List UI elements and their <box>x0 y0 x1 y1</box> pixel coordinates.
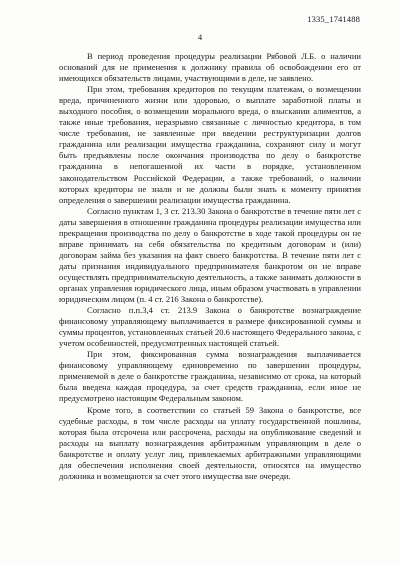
document-body <box>59 51 361 482</box>
paragraph: Согласно п.п.3,4 ст. 213.9 Закона о банкротстве вознаграждение финансовому управляющему выплачивается в размере фиксированной суммы и суммы процентов, установленных статьей 20.6 настоящего Федерального закона, с учетом особенностей, предусмотренных настоящей статьей. <box>59 305 361 349</box>
paragraph: Кроме того, в соответствии со статьей 59 Закона о банкротстве, все судебные расходы, в том числе расходы на уплату государственной пошлины, которая была отсрочена или рассрочена, расходы на опубликование сведений и расходы на выплату вознаграждения арбитражным управляющим в деле о банкротстве и оплату услуг лиц, привлекаемых арбитражными управляющими для обеспечения исполнения своей деятельности, относятся на имущество должника и возмещаются за счет этого имущества вне очереди. <box>59 404 361 481</box>
paragraph: При этом, фиксированная сумма вознаграждения выплачивается финансовому управляющему единовременно по завершении процедуры, применяемой в деле о банкротстве гражданина, независимо от срока, на который была введена каждая процедура, за счет средств гражданина, если иное не предусмотрено настоящим Федеральным законом. <box>59 349 361 404</box>
paragraph: Согласно пунктам 1, 3 ст. 213.30 Закона о банкротстве в течение пяти лет с даты завершения в отношении гражданина процедуры реализации имущества или прекращения производства по делу о банкротстве в ходе такой процедуры он не вправе принимать на себя обязательства по кредитным договорам и (или) договорам займа без указания на факт своего банкротства. В течение пяти лет с даты признания индивидуального предпринимателя банкротом он не вправе осуществлять предпринимательскую деятельность, а также занимать должности в органах управления юридического лица, иным образом участвовать в управлении юридическим лицом (п. 4 ст. 216 Закона о банкротстве). <box>59 205 361 305</box>
paragraph: В период проведения процедуры реализации Рябовой Л.Б. о наличии оснований для не применения к должнику правила об освобождении его от имеющихся обязательств лицами, участвующими в деле, не заявлено. <box>59 51 361 84</box>
document-id: 1335_1741488 <box>307 14 360 24</box>
paragraph: При этом, требования кредиторов по текущим платежам, о возмещении вреда, причиненного жизни или здоровью, о выплате заработной платы и выходного пособия, о возмещении морального вреда, о взыскании алиментов, а также иные требования, неразрывно связанные с личностью кредитора, в том числе требования, не заявленные при введении реструктуризации долгов гражданина или реализации имущества гражданина, сохраняют силу и могут быть предъявлены после окончания производства по делу о банкротстве гражданина в непогашенной их части в порядке, установленном законодательством Российской Федерации, а также требований, о наличии которых кредиторы не знали и не должны были знать к моменту принятия определения о завершении реализации имущества гражданина. <box>59 84 361 205</box>
page-number: 4 <box>197 32 203 42</box>
